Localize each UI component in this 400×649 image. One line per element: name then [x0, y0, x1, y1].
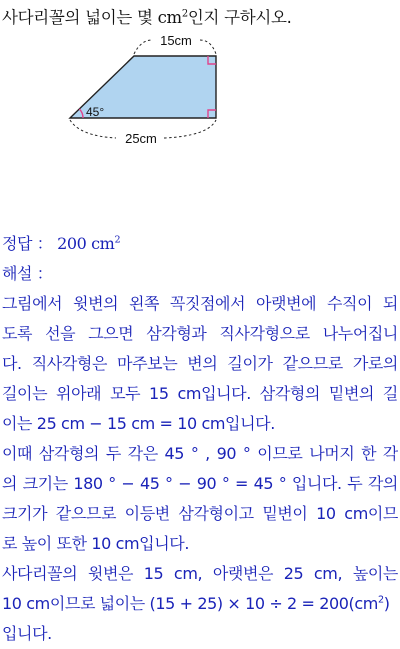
bottom-length-label: 25cm	[125, 131, 157, 146]
formula-close: )	[383, 594, 390, 613]
formula-exponent: 2	[377, 594, 384, 606]
explanation-formula-line	[2, 589, 398, 619]
trapezoid-figure	[66, 32, 226, 152]
question-unit: cm	[157, 8, 182, 27]
question-text-after: 인지 구하시오.	[187, 8, 292, 27]
explanation-line: 도록 선을 그으면 삼각형과 직사각형으로 나누어집니	[2, 324, 398, 343]
question-text-before: 사다리꼴의 넓이는 몇	[2, 8, 158, 27]
explanation-line: 이때 삼각형의 두 각은 45 ° , 90 ° 이므로 나머지 한 각	[2, 444, 398, 463]
explanation-line: 길이는 위아래 모두 15 cm입니다. 삼각형의 밑변의 길	[2, 384, 398, 403]
formula-text: 10 cm이므로 넓이는 (15 + 25) × 10 ÷ 2 = 200(cm	[2, 594, 378, 613]
explanation-line: 로 높이 또한 10 cm입니다.	[2, 534, 190, 553]
explanation-final-line: 입니다.	[2, 624, 52, 643]
question-text	[2, 4, 292, 28]
top-length-label: 15cm	[160, 33, 192, 48]
explanation-line: 이는 25 cm − 15 cm = 10 cm입니다.	[2, 414, 275, 433]
explanation-line: 그림에서 윗변의 왼쪽 꼭짓점에서 아랫변에 수직이 되	[2, 294, 398, 313]
solution-block	[2, 229, 398, 649]
explanation-line: 크기가 같으므로 이등변 삼각형이고 밑변이 10 cm이므	[2, 504, 398, 523]
explanation-label: 해설 ：	[2, 264, 53, 283]
explanation-line: 사다리꼴의 윗변은 15 cm, 아랫변은 25 cm, 높이는	[2, 564, 398, 583]
explanation-line: 의 크기는 180 ° − 45 ° − 90 ° = 45 ° 입니다. 두 각의	[2, 474, 398, 493]
answer-line	[2, 229, 398, 259]
answer-label: 정답 ：	[2, 234, 53, 253]
angle-label: 45°	[86, 105, 105, 119]
answer-value: 200 cm	[57, 234, 115, 253]
answer-exponent: 2	[114, 234, 121, 246]
explanation-line: 다. 직사각형은 마주보는 변의 길이가 같으므로 가로의	[2, 354, 398, 373]
question-exponent: 2	[181, 8, 188, 20]
